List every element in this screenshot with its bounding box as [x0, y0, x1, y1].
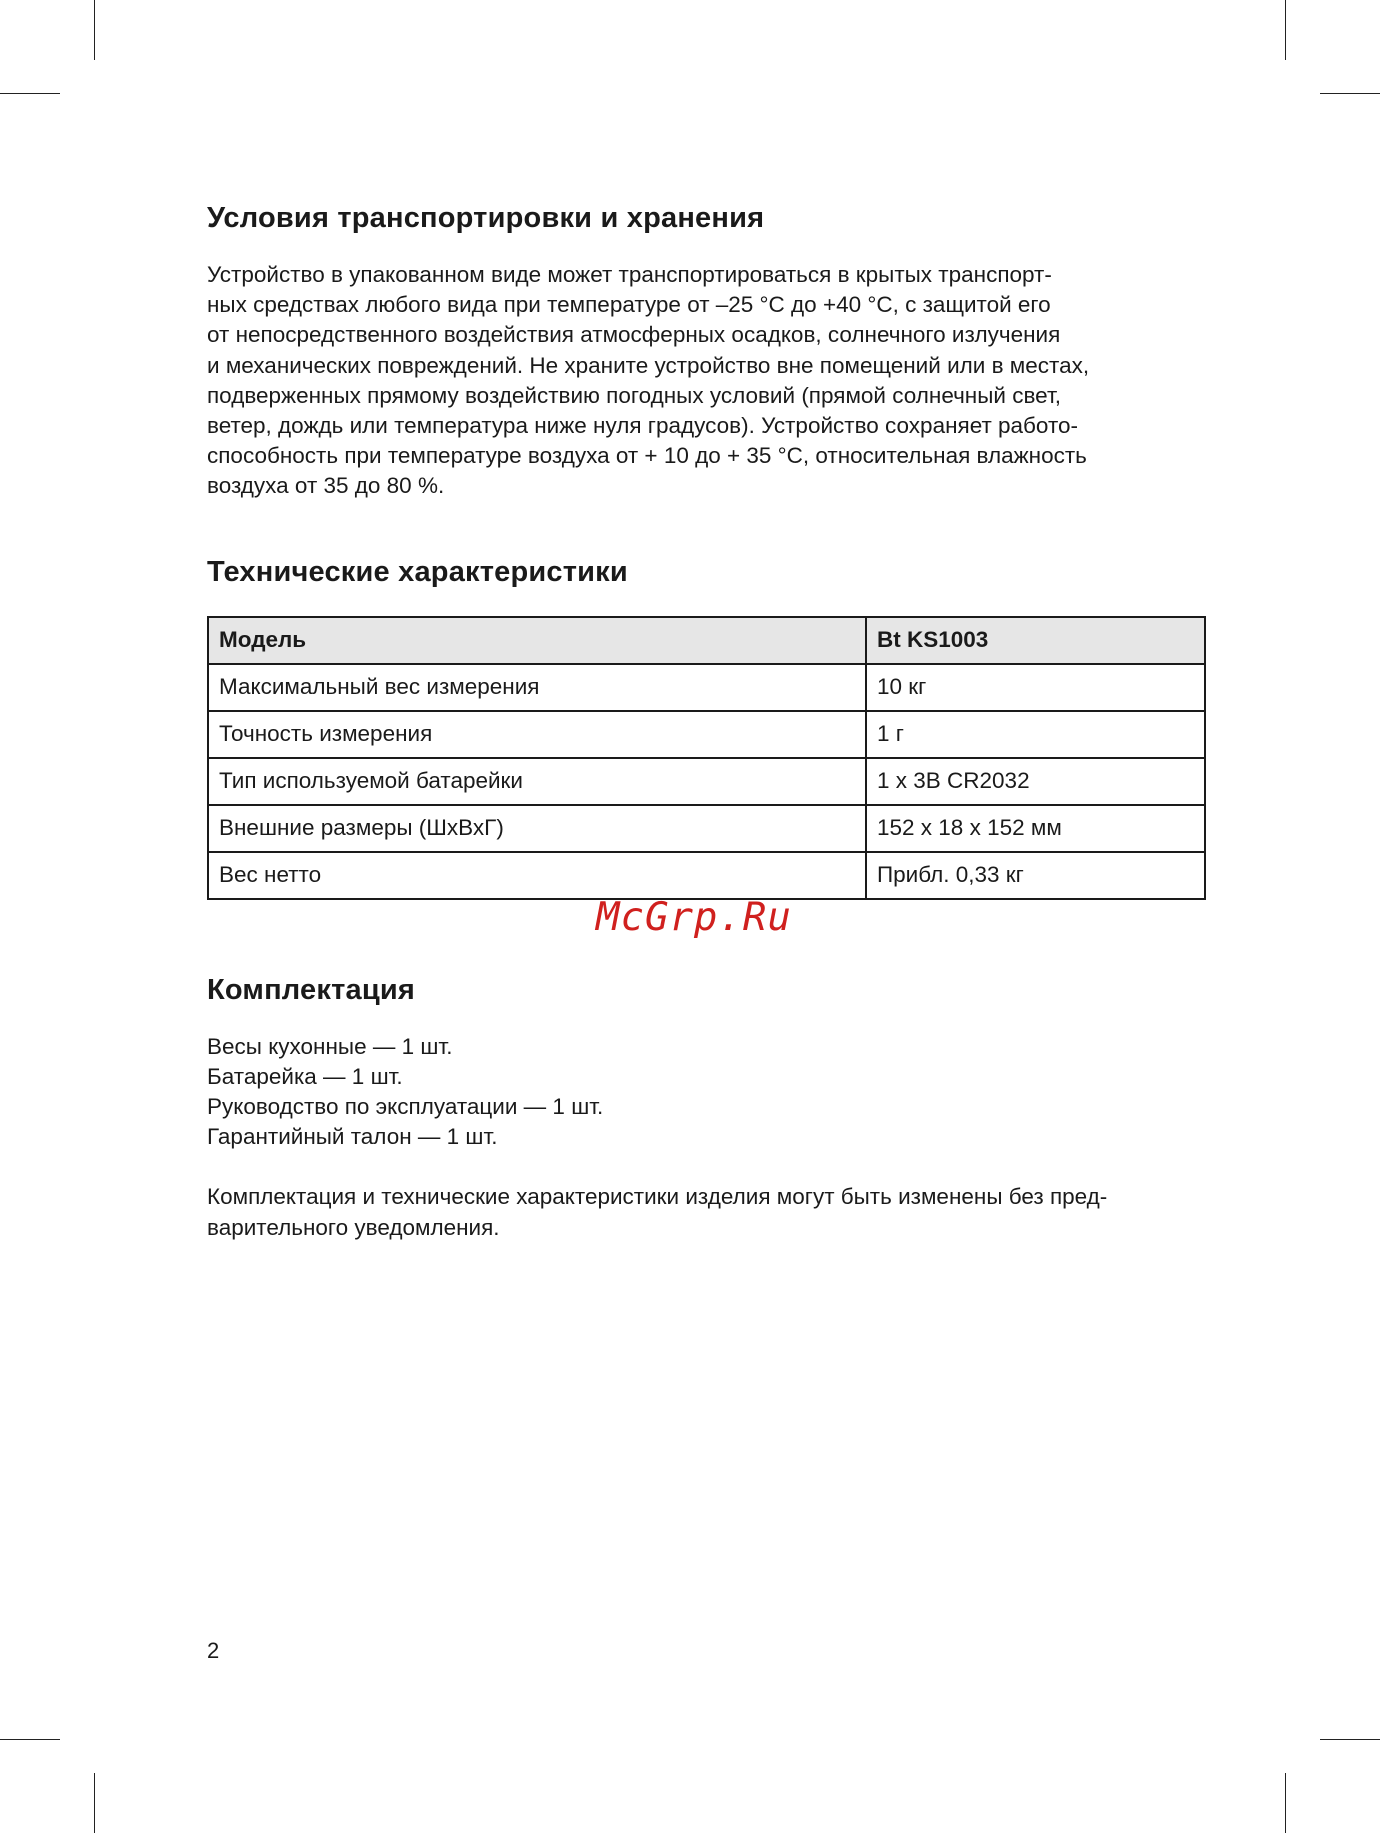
crop-mark [1320, 93, 1380, 94]
crop-mark [94, 0, 95, 60]
text-line: варительного уведомления. [207, 1214, 500, 1240]
table-cell-value: 152 х 18 х 152 мм [866, 805, 1205, 852]
text-line: ветер, дождь или температура ниже нуля градусов). Устройство сохраняет работо- [207, 413, 1079, 439]
table-header-row [208, 617, 1205, 664]
text-line: Устройство в упакованном виде может транспортироваться в крытых транспорт- [207, 262, 1052, 287]
specs-heading: Технические характеристики [207, 555, 628, 588]
table-row [208, 664, 1205, 711]
table-cell-value: Прибл. 0,33 кг [866, 852, 1205, 899]
table-cell-label: Модель [208, 617, 866, 664]
table-cell-value: 1 х 3В CR2032 [866, 758, 1205, 805]
table-row [208, 852, 1205, 899]
text-line: Комплектация и технические характеристики изделия могут быть изменены без пред- [207, 1184, 1108, 1210]
crop-mark [1320, 1739, 1380, 1740]
specs-table [207, 616, 1206, 900]
list-item: Батарейка — 1 шт. [207, 1063, 403, 1089]
text-line: от непосредственного воздействия атмосферных осадков, солнечного излучения [207, 322, 1061, 348]
transport-paragraph [207, 260, 1207, 502]
table-cell-label: Тип используемой батарейки [208, 758, 866, 805]
list-item: Гарантийный талон — 1 шт. [207, 1124, 498, 1150]
text-line: способность при температуре воздуха от + 10 до + 35 °C, относительная влажность [207, 443, 1087, 469]
crop-mark [0, 93, 60, 94]
list-item: Весы кухонные — 1 шт. [207, 1033, 453, 1059]
table-row [208, 758, 1205, 805]
table-row [208, 805, 1205, 852]
table-row [208, 711, 1205, 758]
page-content [207, 198, 1207, 1243]
text-line: ных средствах любого вида при температуре от –25 °C до +40 °C, с защитой его [207, 292, 1051, 318]
table-cell-label: Внешние размеры (ШхВхГ) [208, 805, 866, 852]
page-number: 2 [207, 1638, 220, 1663]
crop-mark [0, 1739, 60, 1740]
crop-mark [1285, 0, 1286, 60]
table-cell-value: 1 г [866, 711, 1205, 758]
watermark: McGrp.Ru [596, 895, 792, 940]
table-cell-label: Вес нетто [208, 852, 866, 899]
transport-heading: Условия транспортировки и хранения [207, 202, 765, 234]
table-cell-label: Точность измерения [208, 711, 866, 758]
crop-mark [1285, 1773, 1286, 1833]
contents-heading: Комплектация [207, 973, 415, 1006]
text-line: подверженных прямому воздействию погодных условий (прямой солнечный свет, [207, 382, 1062, 408]
table-cell-value: Bt KS1003 [866, 617, 1205, 664]
contents-note [207, 1182, 1207, 1242]
table-cell-label: Максимальный вес измерения [208, 664, 866, 711]
text-line: воздуха от 35 до 80 %. [207, 473, 445, 499]
contents-list [207, 1032, 1207, 1153]
table-cell-value: 10 кг [866, 664, 1205, 711]
text-line: и механических повреждений. Не храните устройство вне помещений или в местах, [207, 352, 1090, 378]
list-item: Руководство по эксплуатации — 1 шт. [207, 1094, 604, 1120]
crop-mark [94, 1773, 95, 1833]
